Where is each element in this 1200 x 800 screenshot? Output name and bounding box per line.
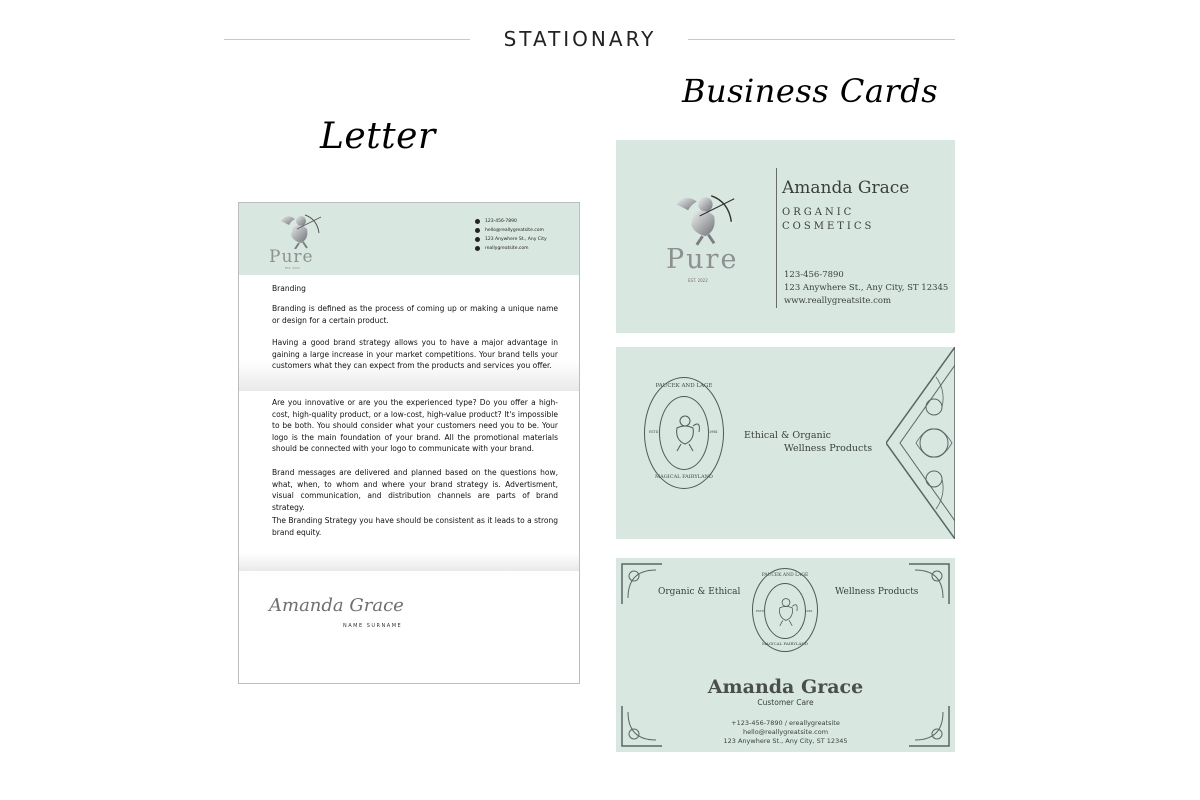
letter-paragraph-4: Brand messages are delivered and planned based on the questions how, what, when, to whom and where your brand strategy is. Advertisment, visual communication, and distribution channels are parts of brand strategy. xyxy=(272,468,558,512)
card2-emblem-estd: ESTD xyxy=(649,430,659,434)
ornament-corner-top-right-icon xyxy=(907,562,951,606)
card1-title-line2: COSMETICS xyxy=(782,221,875,232)
phone-icon xyxy=(475,219,480,224)
card3-right-text: Wellness Products xyxy=(835,587,919,597)
card2-emblem-top: PAUCEK AND LAGE xyxy=(655,383,713,389)
letter-paragraph-2: Having a good brand strategy allows you to have a major advantage in gaining a large increase in your market competitions. Your brand tells your customers what they can expect from the products and services you offer. xyxy=(272,338,558,370)
card1-address: 123 Anywhere St., Any City, ST 12345 xyxy=(784,283,949,293)
card1-logo-text: Pure xyxy=(666,244,739,275)
card1-title-line1: ORGANIC xyxy=(782,207,855,218)
card2-emblem-year: 1961 xyxy=(709,430,718,434)
business-card-1 xyxy=(616,140,955,333)
card1-divider xyxy=(776,168,777,308)
cherub-icon xyxy=(772,595,800,627)
cupid-logo-icon xyxy=(668,186,740,246)
letter-logo-est: EST. 2022 xyxy=(285,266,300,270)
card3-emblem-top: PAUCEK AND LAGE xyxy=(761,573,809,578)
card1-website: www.reallygreatsite.com xyxy=(784,296,892,306)
ornament-corner-icon xyxy=(886,347,955,539)
card2-tagline-2: Wellness Products xyxy=(784,443,873,454)
globe-icon xyxy=(475,246,480,251)
card3-left-text: Organic & Ethical xyxy=(658,587,741,597)
card1-logo-est: EST. 2022 xyxy=(688,278,708,283)
cupid-logo-icon xyxy=(275,209,325,249)
card3-contact-3: 123 Anywhere St., Any City, ST 12345 xyxy=(723,737,848,745)
letter-contact-list xyxy=(475,217,547,253)
page-title: STATIONARY xyxy=(503,27,657,51)
letter-subject: Branding xyxy=(272,284,306,293)
letter-paragraph-1: Branding is defined as the process of coming up or making a unique name or design for a certain product. xyxy=(272,304,558,325)
letter-header xyxy=(239,203,579,275)
letter-signature: Amanda Grace xyxy=(269,595,404,616)
cherub-icon xyxy=(667,412,703,452)
letter-contact-address: 123 Anywhere St., Any City xyxy=(475,235,547,244)
mail-icon xyxy=(475,228,480,233)
letter-contact-phone: 123-456-7890 xyxy=(475,217,547,226)
header-divider-left xyxy=(224,39,470,40)
letter-contact-email: hello@reallygreatsite.com xyxy=(475,226,547,235)
card3-emblem-estd: ESTD xyxy=(756,609,764,613)
letter-contact-web: reallygreatsite.com xyxy=(475,244,547,253)
section-title-letter: Letter xyxy=(320,116,436,157)
card2-tagline-1: Ethical & Organic xyxy=(744,430,831,441)
letter-preview xyxy=(238,202,580,684)
card2-emblem-bottom: MAGICAL FAIRYLAND xyxy=(655,474,713,480)
card2-emblem xyxy=(644,377,724,489)
card1-phone: 123-456-7890 xyxy=(784,270,844,280)
card3-role: Customer Care xyxy=(757,698,814,707)
card3-contact-1: +123-456-7890 / ereallygreatsite xyxy=(731,719,840,727)
business-card-3 xyxy=(616,558,955,752)
card1-name: Amanda Grace xyxy=(782,178,910,198)
letter-logo-text: Pure xyxy=(269,247,314,267)
card3-emblem-bottom: MAGICAL FAIRYLAND xyxy=(761,641,809,646)
letter-paragraph-5: The Branding Strategy you have should be consistent as it leads to a strong brand equity. xyxy=(272,516,558,537)
letter-paragraph-3: Are you innovative or are you the experienced type? Do you offer a high-cost, high-quality product, or a low-cost, high-value product? It's impossible to be both. You should consider what your customers need you to be. Your logo is the main foundation of your brand. All the promotional materials should be connected with your logo to communicate with your brand. xyxy=(272,398,558,453)
letter-signature-sub: NAME SURNAME xyxy=(343,623,403,629)
header-divider-right xyxy=(688,39,955,40)
card3-emblem xyxy=(752,568,818,652)
card3-emblem-year: 1961 xyxy=(805,609,813,613)
card3-contact-2: hello@reallygreatsite.com xyxy=(742,728,829,736)
ornament-corner-top-left-icon xyxy=(620,562,664,606)
card3-name: Amanda Grace xyxy=(707,676,864,698)
section-title-business-cards: Business Cards xyxy=(682,72,939,110)
location-icon xyxy=(475,237,480,242)
business-card-2 xyxy=(616,347,955,539)
letter-fold-shadow-2 xyxy=(239,553,579,571)
